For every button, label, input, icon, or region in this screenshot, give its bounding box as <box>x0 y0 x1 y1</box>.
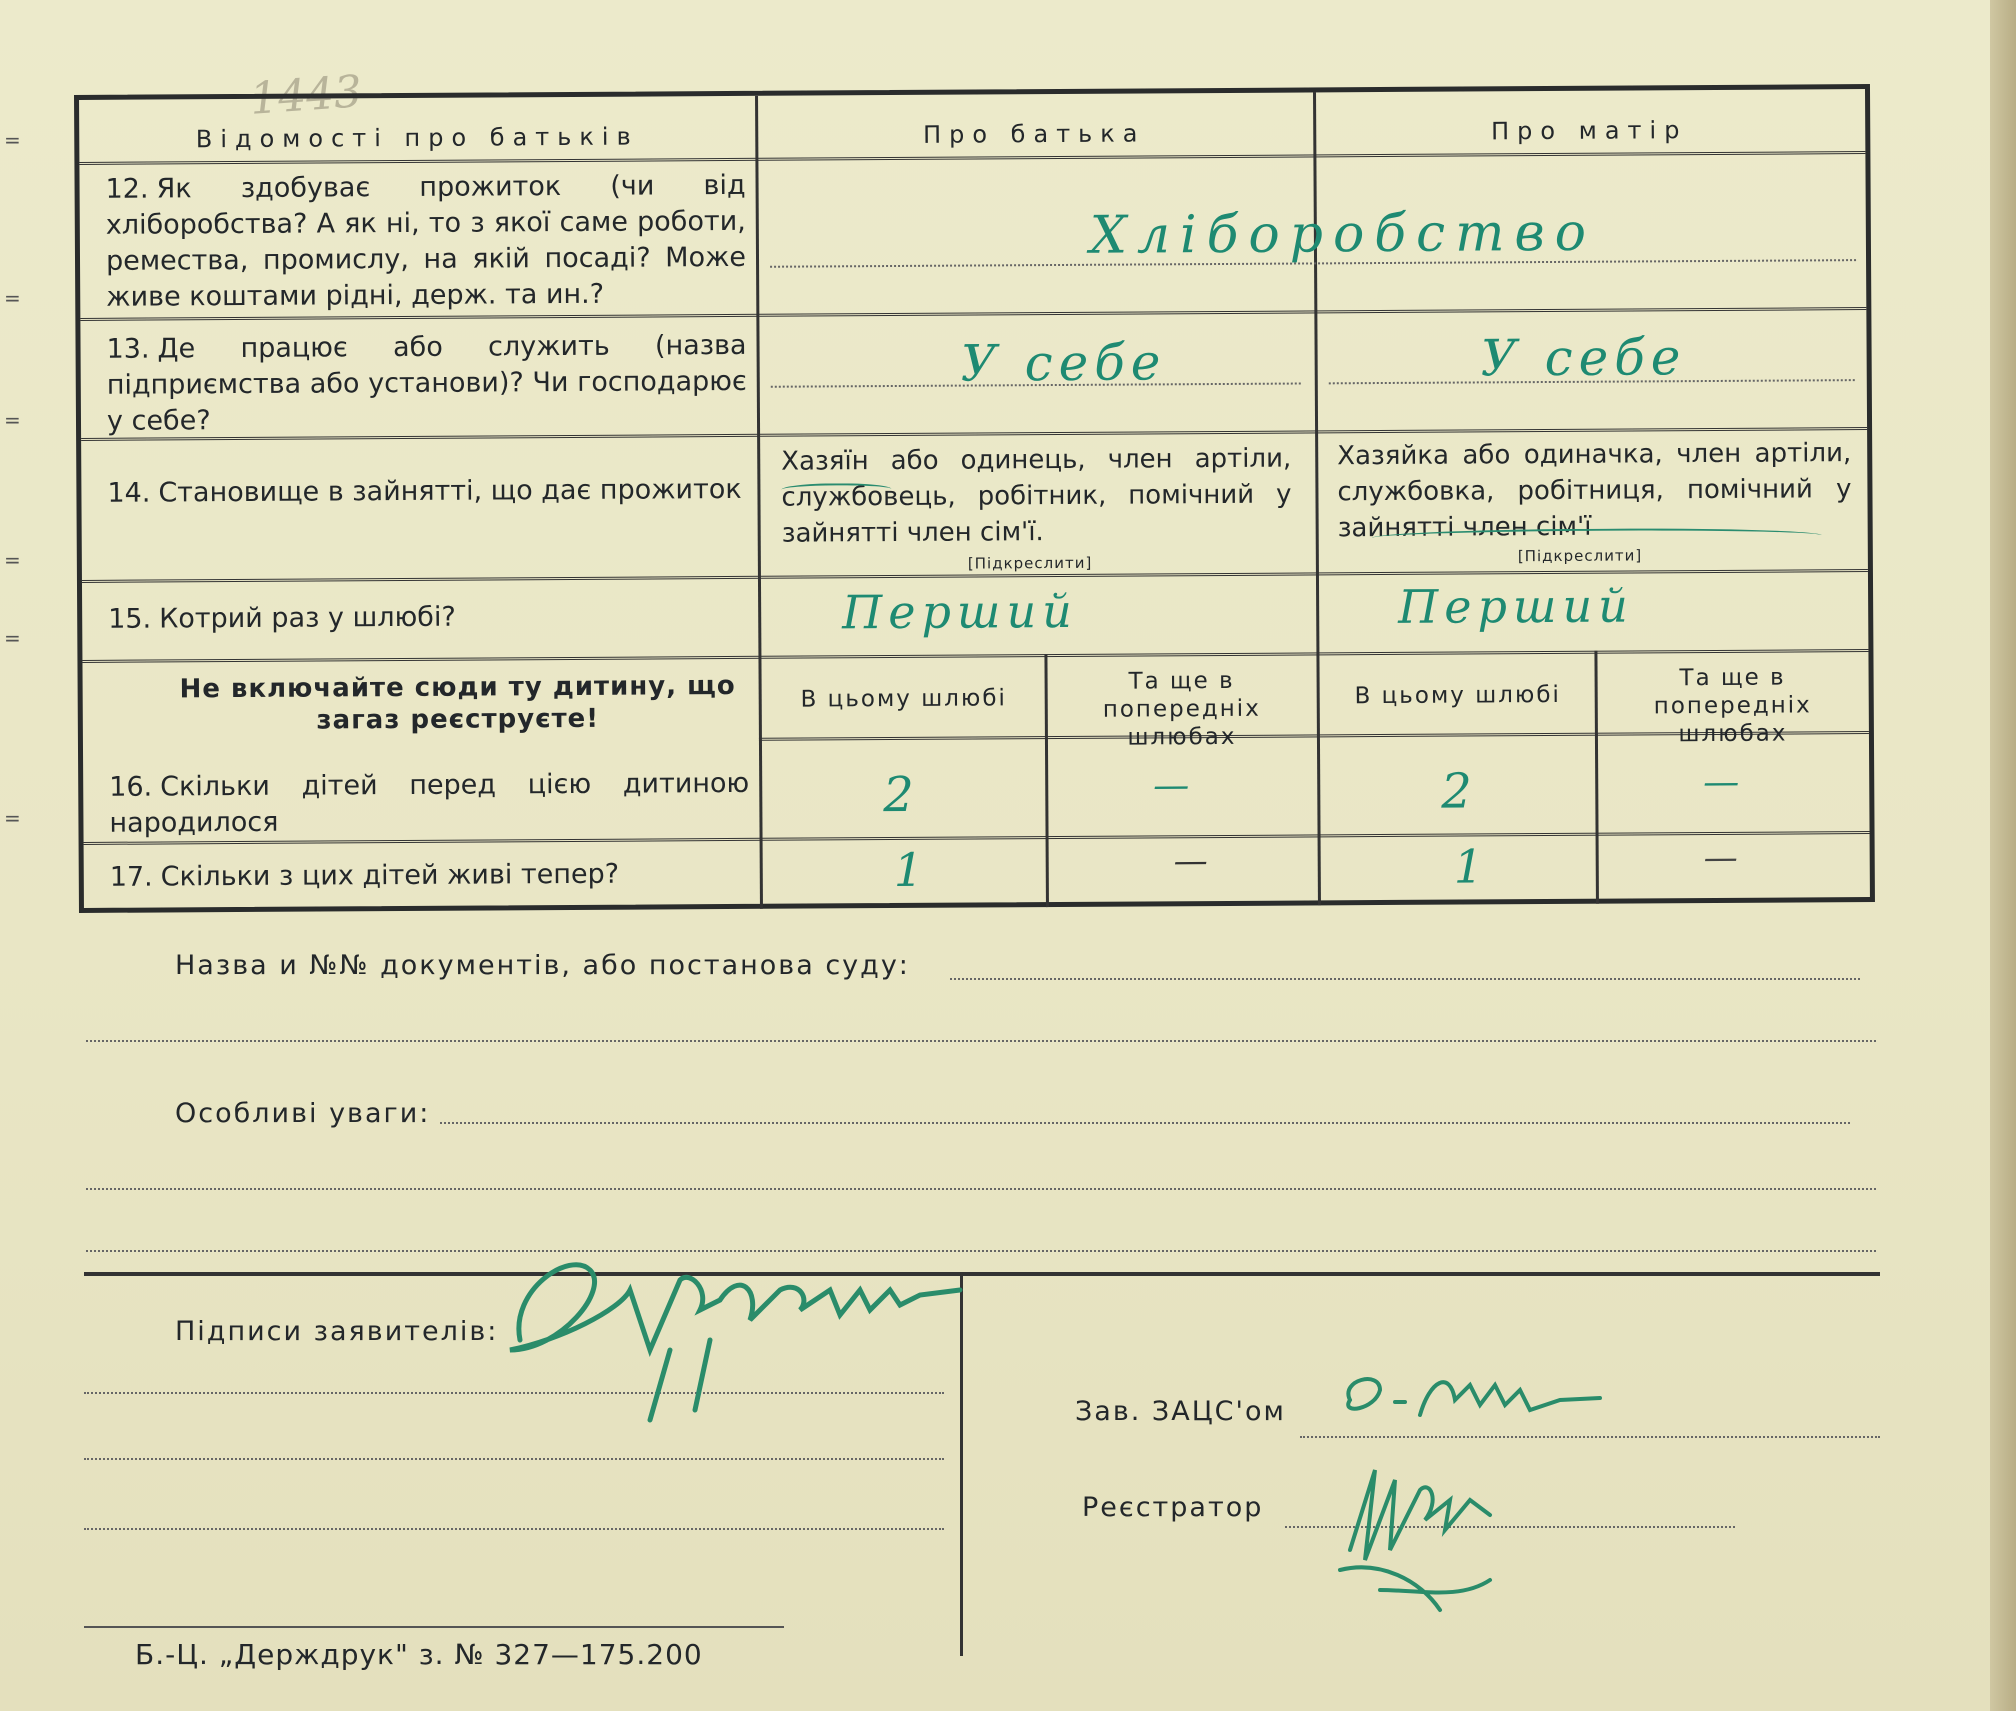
question-number: 15. <box>108 603 152 635</box>
question-number: 17. <box>109 861 153 893</box>
answer-17-father-this: 1 <box>893 842 924 898</box>
question-14 <box>107 472 747 512</box>
question-text: Скільки з цих дітей живі тепер? <box>160 858 620 893</box>
subheader-father-this-marriage: В цьому шлюбі <box>800 685 1007 713</box>
answer-15-mother-handwritten: Перший <box>1397 578 1634 634</box>
subheader-father-previous-marriages: Та ще в попередніх шлюбах <box>1102 667 1261 751</box>
margin-mark: = <box>4 806 21 830</box>
header-parents-info: Відомості про батьків <box>195 122 639 154</box>
remarks-line <box>86 1188 1876 1190</box>
printer-imprint: Б.-Ц. „Держдрук" з. № 327—175.200 <box>135 1638 703 1671</box>
applicant-signature <box>480 1230 1000 1430</box>
signature-line <box>84 1626 784 1628</box>
question-text: Де працює або служить (назва підприємства або установи)? Чи господарює у себе? <box>106 329 747 437</box>
subheader-mother-this-marriage: В цьому шлюбі <box>1354 681 1561 710</box>
options-14-mother: Хазяйка або одиначка, член артіли, службовка, робітниця, помічний у зайнятті член сім'ї <box>1337 438 1852 544</box>
question-text: Котрий раз у шлюбі? <box>159 601 456 635</box>
remarks-label: Особливі уваги: <box>175 1098 431 1129</box>
remarks-line <box>440 1122 1850 1124</box>
documents-label: Назва и №№ документів, або постанова суду: <box>175 950 910 981</box>
answer-15-father-handwritten: Перший <box>842 583 1078 640</box>
registrar-signature <box>1320 1440 1520 1630</box>
row-divider <box>82 649 1868 663</box>
question-13 <box>106 328 747 440</box>
head-of-registry-label: Зав. ЗАЦС'ом <box>1075 1396 1286 1427</box>
registrar-label: Реєстратор <box>1082 1492 1264 1523</box>
question-text: Скільки дітей перед цією дитиною народилося <box>109 767 750 839</box>
margin-mark: = <box>4 286 21 310</box>
options-14-father: Хазяїн або одинець, член артіли, службовець, робітник, помічний у зайнятті член сім'ї. <box>781 443 1292 549</box>
documents-line <box>86 1040 1876 1042</box>
question-16 <box>109 766 749 842</box>
question-text: Як здобуває прожиток (чи від хліборобства? А як ні, то з якої саме роботи, ремества, промислу, на якій посаді? Може живе коштами рідні, держ. та ин.? <box>105 169 747 313</box>
margin-mark: = <box>4 548 21 572</box>
question-12 <box>105 168 746 316</box>
children-note: Не включайте сюди ту дитину, що загаз реєструєте! <box>179 670 736 736</box>
question-number: 13. <box>106 333 150 365</box>
signature-line <box>84 1458 944 1460</box>
answer-16-mother-prev: — <box>1703 761 1740 804</box>
answer-17-father-prev: — <box>1173 841 1208 882</box>
question-17 <box>110 856 750 896</box>
signature-line <box>84 1528 944 1530</box>
answer-16-father-prev: — <box>1153 765 1190 807</box>
header-father: Про батька <box>922 119 1146 149</box>
underline-instruction: [Підкреслити] <box>967 553 1093 573</box>
paper-edge <box>1990 0 2016 1711</box>
answer-13-mother-handwritten: У себе <box>1480 328 1687 388</box>
head-signature <box>1330 1360 1610 1450</box>
pencil-note: 1443 <box>248 66 364 125</box>
margin-mark: = <box>4 128 21 152</box>
header-mother: Про матір <box>1491 116 1688 146</box>
answer-12-father-handwritten: Хліборобство <box>1089 202 1597 266</box>
underline-instruction: [Підкреслити] <box>1517 546 1643 566</box>
question-number: 14. <box>107 477 151 509</box>
margin-mark: = <box>4 408 21 432</box>
question-number: 16. <box>109 771 153 803</box>
margin-mark: = <box>4 626 21 650</box>
column-divider <box>755 96 763 909</box>
question-number: 12. <box>105 173 149 205</box>
question-text: Становище в зайнятті, що дає прожиток <box>158 473 742 509</box>
answer-16-mother-this: 2 <box>1441 763 1472 820</box>
answer-16-father-this: 2 <box>883 766 915 824</box>
question-15 <box>108 598 748 638</box>
parents-info-table <box>74 84 1875 913</box>
documents-line <box>950 978 1860 980</box>
answer-17-mother-prev: — <box>1703 837 1738 879</box>
answer-13-father-handwritten: У себе <box>960 333 1167 393</box>
signatures-label: Підписи заявителів: <box>175 1316 499 1347</box>
answer-17-mother-this: 1 <box>1453 839 1484 894</box>
subheader-mother-previous-marriages: Та ще в попередніх шлюбах <box>1653 664 1812 748</box>
